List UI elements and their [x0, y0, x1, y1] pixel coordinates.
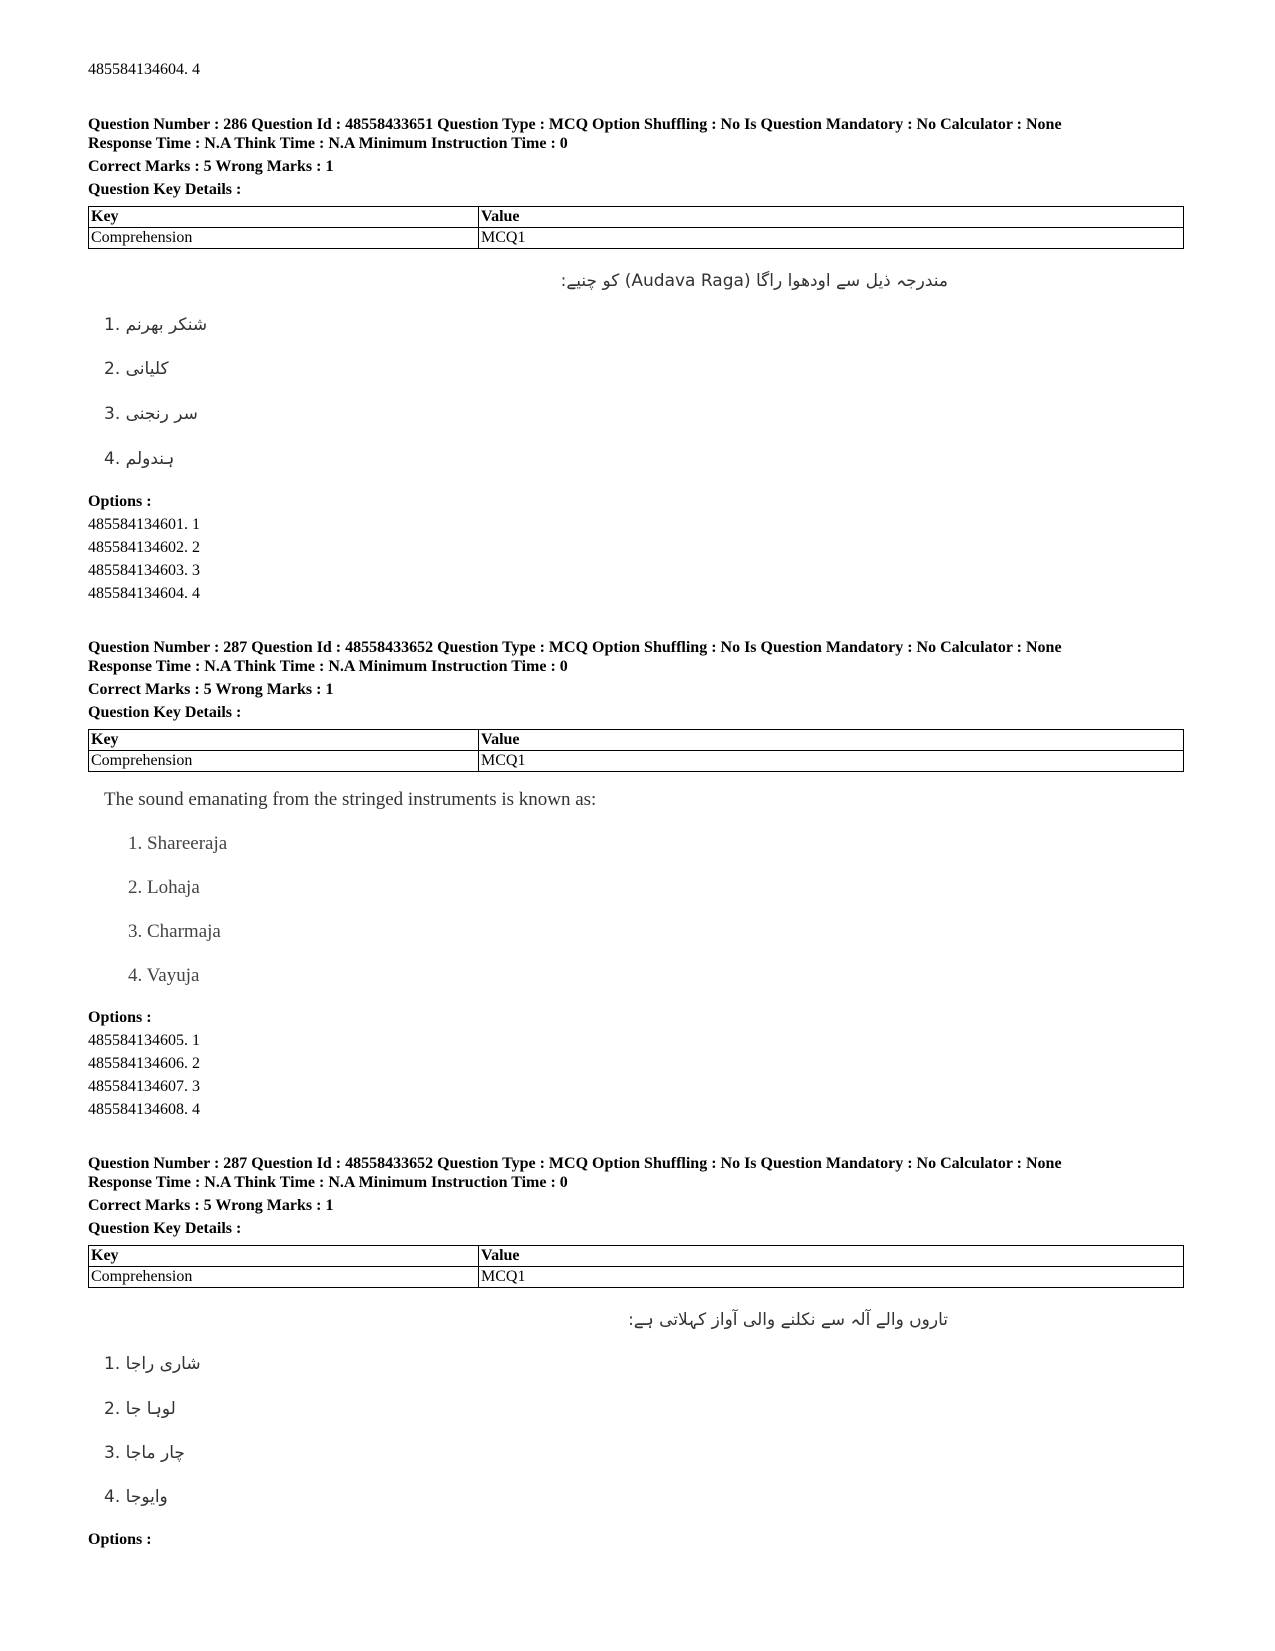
choice-2: کلیانی .2: [104, 359, 169, 379]
table-value-header: Value: [479, 207, 1184, 228]
option-id-line: 485584134606. 2: [88, 1055, 200, 1072]
key-details-label: Question Key Details :: [88, 704, 242, 721]
table-key-cell: Comprehension: [89, 228, 479, 249]
option-id-line: 485584134603. 3: [88, 562, 200, 579]
choice-2: لوہا جا .2: [104, 1399, 176, 1419]
question-header-line1: Question Number : 286 Question Id : 48558433651 Question Type : MCQ Option Shuffling : No Is Question Mandatory : No Calculator : None: [88, 116, 1062, 133]
table-key-header: Key: [89, 730, 479, 751]
choice-3: 3. Charmaja: [128, 921, 221, 942]
key-details-label: Question Key Details :: [88, 181, 242, 198]
option-id-line: 485584134607. 3: [88, 1078, 200, 1095]
table-value-cell: MCQ1: [479, 1267, 1184, 1288]
choice-1: 1. Shareeraja: [128, 833, 228, 854]
question-stem: The sound emanating from the stringed instruments is known as:: [104, 789, 597, 810]
option-id-line: 485584134601. 1: [88, 516, 200, 533]
choice-3: سر رنجنی .3: [104, 404, 198, 424]
choice-4: 4. Vayuja: [128, 965, 200, 986]
choice-1: شاری راجا .1: [104, 1354, 201, 1374]
table-key-header: Key: [89, 1246, 479, 1267]
previous-option-line: 485584134604. 4: [88, 61, 200, 78]
question-stem: تاروں والے آلہ سے نکلنے والی آواز کہلاتی ہے:: [628, 1310, 948, 1330]
marks-line: Correct Marks : 5 Wrong Marks : 1: [88, 158, 334, 175]
question-header-line1: Question Number : 287 Question Id : 48558433652 Question Type : MCQ Option Shuffling : No Is Question Mandatory : No Calculator : None: [88, 639, 1062, 656]
table-value-cell: MCQ1: [479, 228, 1184, 249]
key-details-table: [88, 1245, 1184, 1288]
question-header-line2: Response Time : N.A Think Time : N.A Minimum Instruction Time : 0: [88, 1174, 568, 1191]
question-stem: مندرجہ ذیل سے اودھوا راگا (Audava Raga) کو چنیے:: [560, 271, 948, 291]
option-id-line: 485584134602. 2: [88, 539, 200, 556]
table-value-cell: MCQ1: [479, 751, 1184, 772]
choice-1: شنکر بھرنم .1: [104, 315, 208, 335]
options-label: Options :: [88, 1009, 152, 1026]
option-id-line: 485584134608. 4: [88, 1101, 200, 1118]
key-details-table: [88, 729, 1184, 772]
option-id-line: 485584134605. 1: [88, 1032, 200, 1049]
key-details-label: Question Key Details :: [88, 1220, 242, 1237]
marks-line: Correct Marks : 5 Wrong Marks : 1: [88, 1197, 334, 1214]
options-label: Options :: [88, 493, 152, 510]
choice-4: ہندولم .4: [104, 449, 175, 469]
options-label: Options :: [88, 1531, 152, 1548]
table-key-cell: Comprehension: [89, 751, 479, 772]
choice-4: وایوجا .4: [104, 1487, 168, 1507]
question-header-line2: Response Time : N.A Think Time : N.A Minimum Instruction Time : 0: [88, 658, 568, 675]
choice-3: چار ماجا .3: [104, 1443, 185, 1463]
choice-2: 2. Lohaja: [128, 877, 200, 898]
table-key-cell: Comprehension: [89, 1267, 479, 1288]
table-value-header: Value: [479, 730, 1184, 751]
question-header-line2: Response Time : N.A Think Time : N.A Minimum Instruction Time : 0: [88, 135, 568, 152]
question-header-line1: Question Number : 287 Question Id : 48558433652 Question Type : MCQ Option Shuffling : No Is Question Mandatory : No Calculator : None: [88, 1155, 1062, 1172]
marks-line: Correct Marks : 5 Wrong Marks : 1: [88, 681, 334, 698]
key-details-table: [88, 206, 1184, 249]
option-id-line: 485584134604. 4: [88, 585, 200, 602]
table-value-header: Value: [479, 1246, 1184, 1267]
table-key-header: Key: [89, 207, 479, 228]
